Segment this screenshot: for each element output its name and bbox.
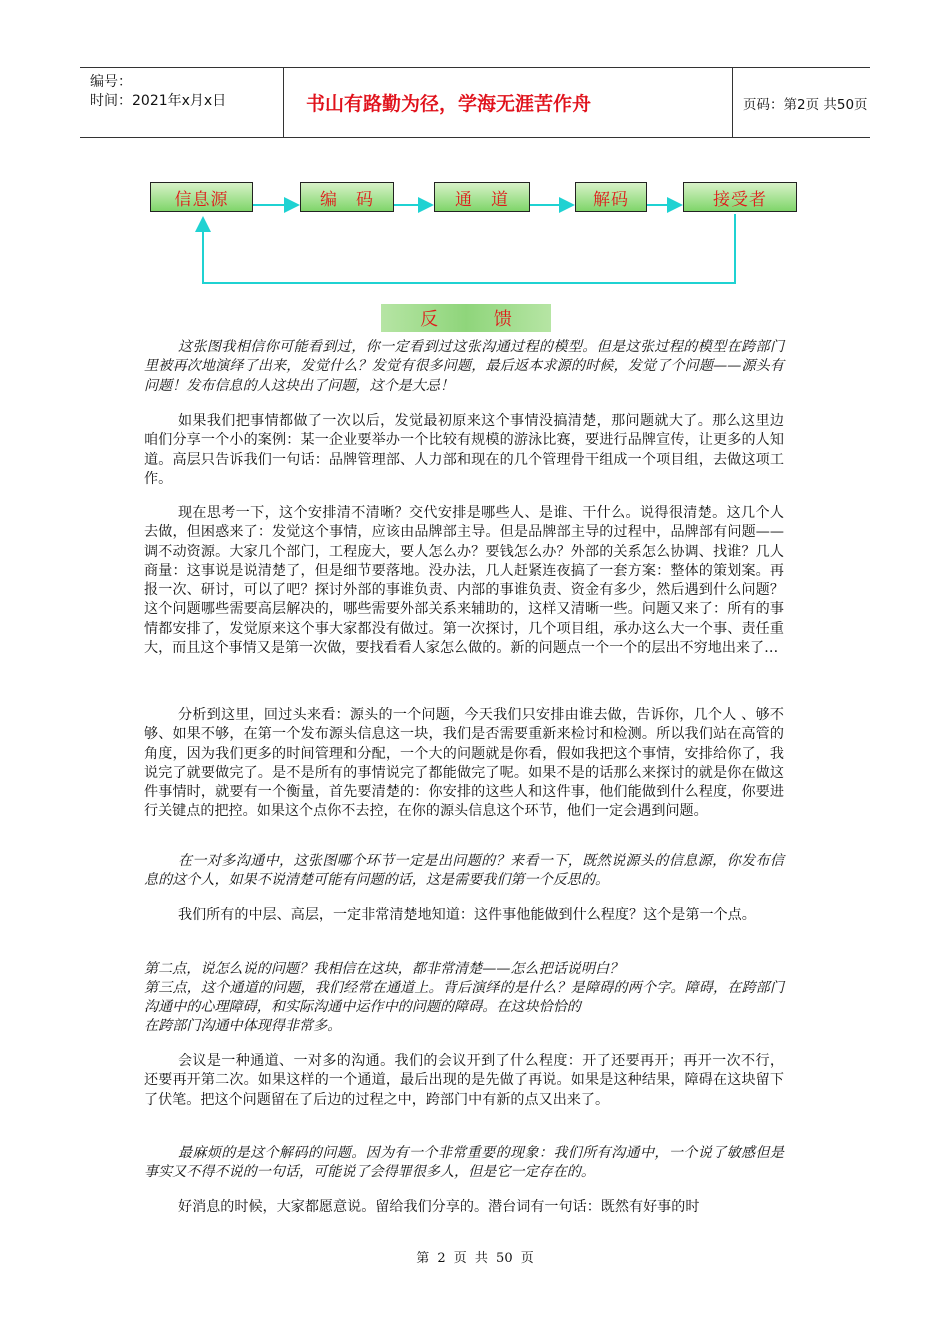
paragraph-intro: 这张图我相信你可能看到过，你一定看到过这张沟通过程的模型。但是这张过程的模型在跨部门里被再次地演绎了出来，发觉什么？发觉有很多问题，最后返本求源的时候，发觉了个问题——源头有问题！发布信息的人这块出了问题，这个是大忌！	[144, 339, 784, 394]
paragraph-point-two: 第二点，说怎么说的问题？我相信在这块，都非常清楚——怎么把话说明白？	[144, 961, 624, 977]
paragraph-thinking: 现在思考一下，这个安排清不清晰？交代安排是哪些人、是谁、干什么。说得很清楚。这几个人去做，但困惑来了：发觉这个事情，应该由品牌部主导。但是品牌部主导的过程中，品牌部有问题——调不动资源。大家几个部门，工程庞大，要人怎么办？要钱怎么办？外部的关系怎么协调、找谁？几人商量：这事说是说清楚了，但是细节要落地。没办法，几人赶紧连夜搞了一套方案：整体的策划案。再报一次、研讨，可以了吧？探讨外部的事谁负责、内部的事谁负责、资金有多少，然后遇到什么问题？这个问题哪些需要高层解决的，哪些需要外部关系来辅助的，这样又清晰一些。问题又来了：所有的事情都安排了，发觉原来这个事大家都没有做过。第一次探讨，几个项目组，承办这么大一个事、责任重大，而且这个事情又是第一次做，要找看看人家怎么做的。新的问题点一个一个的层出不穷地出来了…	[144, 505, 784, 657]
paragraph-one-to-many: 在一对多沟通中，这张图哪个环节一定是出问题的？来看一下，既然说源头的信息源，你发布信息的这个人，如果不说清楚可能有问题的话，这是需要我们第一个反思的。	[144, 853, 784, 889]
header-motto: 书山有路勤为径，学海无涯苦作舟	[283, 68, 733, 137]
node-information-source: 信息源	[150, 182, 253, 212]
feedback-loop-line	[203, 214, 735, 283]
paragraph-decode: 最麻烦的是这个解码的问题。因为有一个非常重要的现象：我们所有沟通中，一个说了敏感但是事实又不得不说的一句话，可能说了会得罪很多人，但是它一定存在的。	[144, 1145, 784, 1181]
header-page-info: 页码：第2页 共50页	[743, 96, 868, 113]
feedback-label: 反 馈	[381, 304, 551, 332]
diagram-arrows	[0, 0, 950, 340]
paragraph-analysis: 分析到这里，回过头来看：源头的一个问题，今天我们只安排由谁去做，告诉你，几个人 、够不够、如果不够，在第一个发布源头信息这一块，我们是否需要重新来检讨和检测。所以我们站在高管的角度，因为我们更多的时间管理和分配，一个大的问题就是你看，假如我把这个事情，安排给你了，我说完了就要做完了。是不是所有的事情说完了都能做完了呢。如果不是的话那么来探讨的就是你在做这件事情时，就要有一个衡量，首先要清楚的：你安排的这些人和这件事，他们能做到什么程度，你要进行关键点的把控。如果这个点你不去控，在你的源头信息这个环节，他们一定会遇到问题。	[144, 707, 784, 820]
doc-number-label: 编号：	[90, 74, 132, 90]
paragraph-managers: 我们所有的中层、高层，一定非常清楚地知道：这件事他能做到什么程度？这个是第一个点。	[178, 907, 756, 923]
node-receiver: 接受者	[683, 182, 797, 212]
node-encode: 编 码	[300, 182, 394, 212]
communication-model-diagram	[0, 0, 950, 340]
node-decode: 解码	[575, 182, 647, 212]
node-channel: 通 道	[434, 182, 530, 212]
page-footer: 第 2 页 共 50 页	[416, 1251, 534, 1266]
paragraph-meeting: 会议是一种通道、一对多的沟通。我们的会议开到了什么程度：开了还要再开；再开一次不行，还要再开第二次。如果这样的一个通道，最后出现的是先做了再说。如果是这种结果，障碍在这块留下了伏笔。把这个问题留在了后边的过程之中，跨部门中有新的点又出来了。	[144, 1053, 784, 1108]
paragraph-point-three: 第三点，这个通道的问题，我们经常在通道上。背后演绎的是什么？是障碍的两个字。障碍，在跨部门沟通中的心理障碍，和实际沟通中运作中的问题的障碍。在这块恰恰的	[144, 980, 784, 1016]
paragraph-case: 如果我们把事情都做了一次以后，发觉最初原来这个事情没搞清楚，那问题就大了。那么这里边咱们分享一个小的案例：某一企业要举办一个比较有规模的游泳比赛，要进行品牌宣传，让更多的人知道。高层只告诉我们一句话：品牌管理部、人力部和现在的几个管理骨干组成一个项目组，去做这项工作。	[144, 413, 784, 487]
paragraph-point-three-cont: 在跨部门沟通中体现得非常多。	[144, 1018, 342, 1034]
doc-time-label: 时间：2021年x月x日	[90, 93, 227, 109]
paragraph-good-news: 好消息的时候，大家都愿意说。留给我们分享的。潜台词有一句话：既然有好事的时	[178, 1199, 700, 1215]
